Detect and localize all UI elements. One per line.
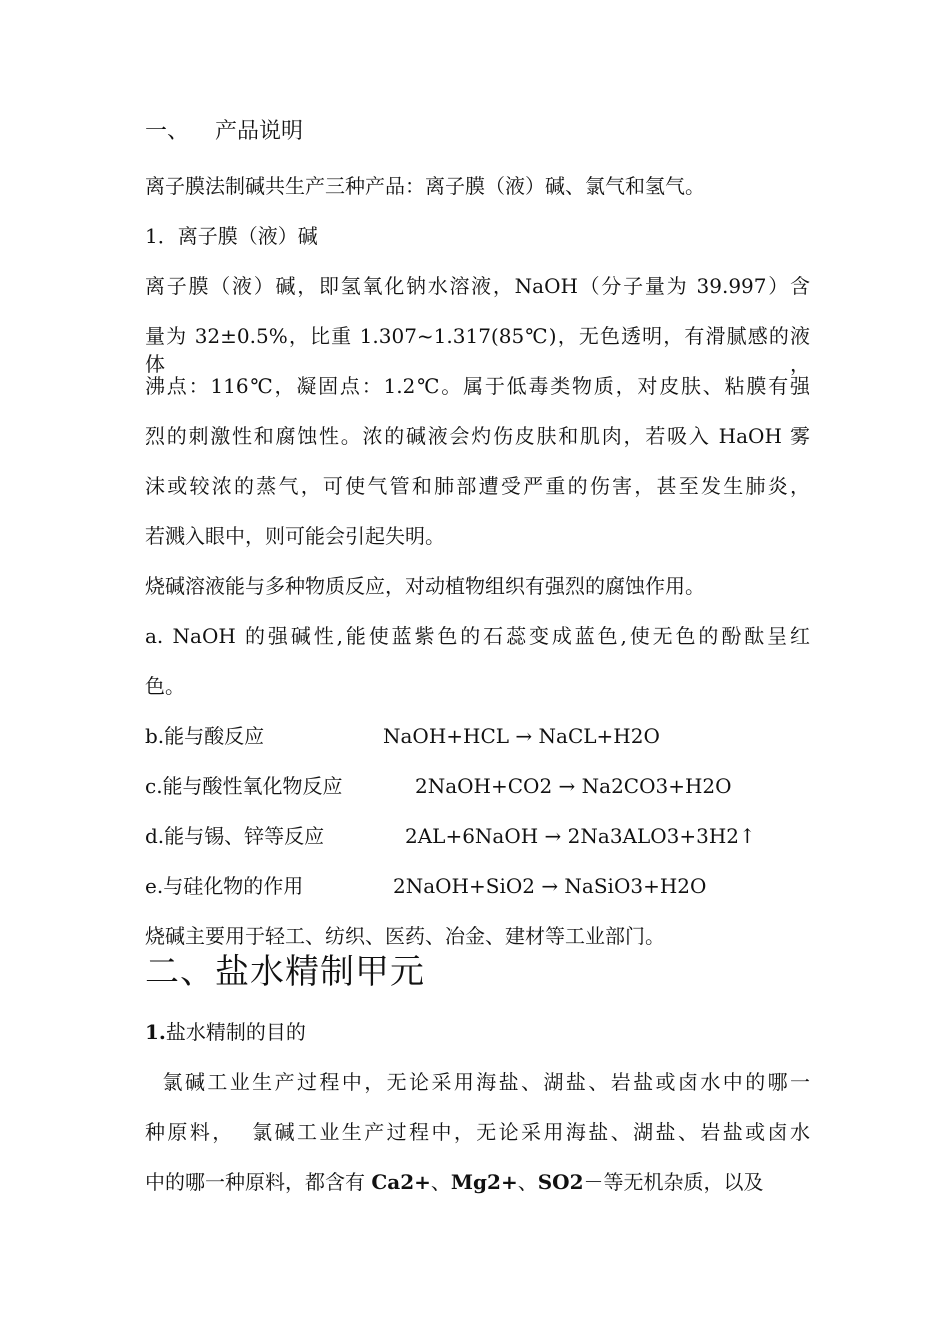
section1-heading-text: 产品说明 [215, 119, 304, 144]
section2-subsection-1 [145, 1018, 306, 1046]
ion-calcium: Ca2+ [371, 1170, 431, 1194]
paragraph-line-6: 若溅入眼中，则可能会引起失明。 [145, 524, 445, 548]
section2-paragraph-line-3 [145, 1168, 810, 1196]
usage-sentence: 烧碱主要用于轻工、纺织、医药、冶金、建材等工业部门。 [145, 924, 665, 948]
ion-separator-1: 、 [430, 1170, 451, 1194]
section2-line3-end: －等无机杂质，以及 [583, 1170, 764, 1194]
section2-subsection-1-text: 盐水精制的目的 [165, 1020, 306, 1044]
paragraph-line-3: 沸点：116℃，凝固点：1.2℃。属于低毒类物质，对皮肤、粘膜有强 [145, 374, 810, 398]
reaction-d [145, 822, 810, 850]
reaction-d-label: d.能与锡、锌等反应 [145, 824, 325, 848]
reaction-c [145, 772, 810, 800]
subsection-1-title: 1．离子膜（液）碱 [145, 224, 318, 248]
section2-paragraph-line-1: 氯碱工业生产过程中，无论采用海盐、湖盐、岩盐或卤水中的哪一 [145, 1070, 811, 1094]
ion-magnesium: Mg2+ [450, 1170, 518, 1194]
paragraph-line-2: 量为 32±0.5%，比重 1.307~1.317(85℃)，无色透明，有滑腻感的液体， [145, 324, 810, 376]
section1-heading-number: 一、 [145, 119, 190, 144]
reaction-e-equation: 2NaOH+SiO2 → NaSiO3+H2O [393, 874, 707, 898]
section1-heading [145, 118, 303, 146]
ion-sulfate: SO2 [537, 1170, 584, 1194]
ion-separator-2: 、 [517, 1170, 538, 1194]
reaction-e [145, 872, 810, 900]
paragraph-line-1: 离子膜（液）碱，即氢氧化钠水溶液，NaOH（分子量为 39.997）含 [145, 274, 810, 298]
section2-line3-start: 中的哪一种原料，都含有 [145, 1170, 372, 1194]
reaction-e-label: e.与硅化物的作用 [145, 874, 304, 898]
reaction-b-equation: NaOH+HCL → NaCL+H2O [383, 724, 660, 748]
reaction-b [145, 722, 810, 750]
reaction-b-label: b.能与酸反应 [145, 724, 265, 748]
section2-paragraph-line-2: 种原料， 氯碱工业生产过程中，无论采用海盐、湖盐、岩盐或卤水 [145, 1120, 810, 1144]
section2-subsection-1-number: 1. [145, 1020, 166, 1044]
paragraph-line-5: 沫或较浓的蒸气，可使气管和肺部遭受严重的伤害，甚至发生肺炎， [145, 474, 810, 498]
paragraph-line-4: 烈的刺激性和腐蚀性。浓的碱液会灼伤皮肤和肌肉，若吸入 HaOH 雾 [145, 424, 810, 448]
item-a-line-2: 色。 [145, 674, 185, 698]
reaction-d-equation: 2AL+6NaOH → 2Na3ALO3+3H2↑ [405, 824, 756, 848]
section2-heading: 二、盐水精制甲元 [145, 952, 425, 992]
reaction-intro: 烧碱溶液能与多种物质反应，对动植物组织有强烈的腐蚀作用。 [145, 574, 705, 598]
reaction-c-label: c.能与酸性氧化物反应 [145, 774, 343, 798]
section1-intro: 离子膜法制碱共生产三种产品：离子膜（液）碱、氯气和氢气。 [145, 174, 705, 198]
item-a-line-1: a. NaOH 的强碱性,能使蓝紫色的石蕊变成蓝色,使无色的酚酞呈红 [145, 624, 810, 648]
reaction-c-equation: 2NaOH+CO2 → Na2CO3+H2O [415, 774, 732, 798]
